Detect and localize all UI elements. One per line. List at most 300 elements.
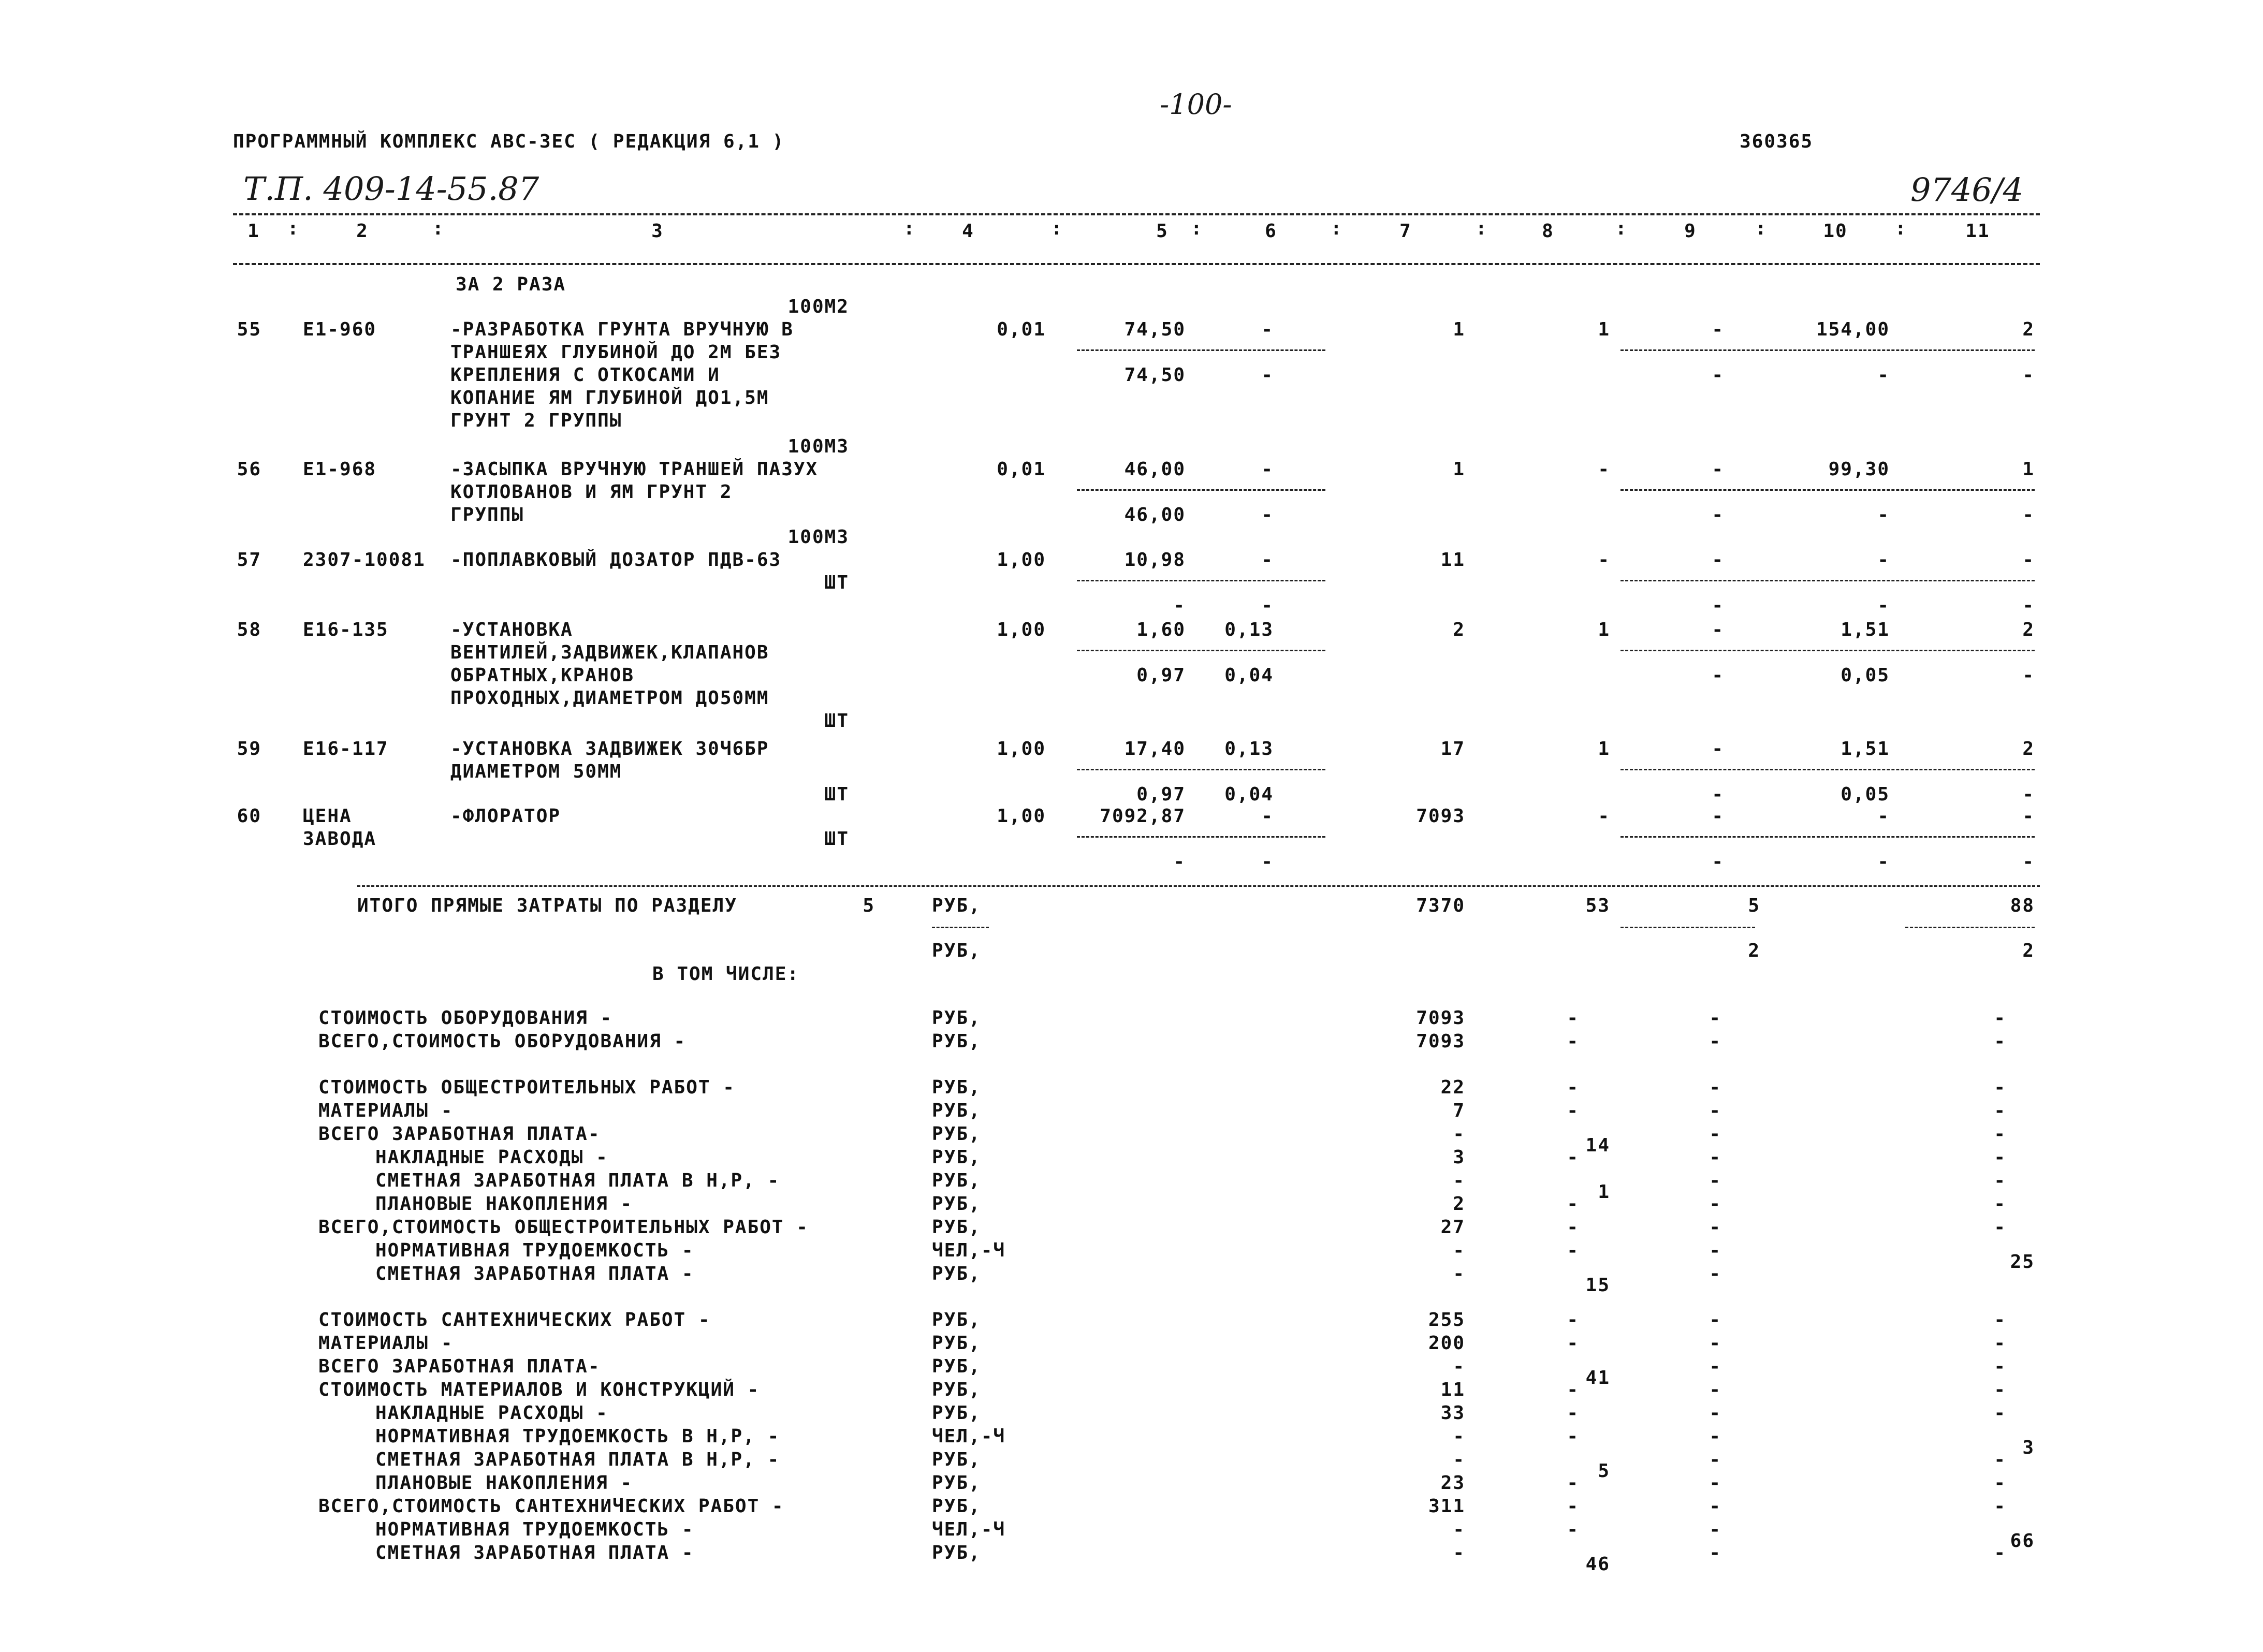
- row-col10-bottom: -: [1877, 364, 1890, 386]
- row-unit-above: 100М2: [787, 296, 849, 317]
- row-col6-bottom: -: [1261, 851, 1274, 872]
- row-col4: 1,00: [997, 619, 1046, 640]
- itogo-col11-divider: [1905, 927, 2035, 928]
- row-description-line: КРЕПЛЕНИЯ С ОТКОСАМИ И: [450, 364, 720, 386]
- summary-col11: -: [1994, 1031, 2006, 1052]
- row-col10-top: 1,51: [1841, 619, 1890, 640]
- summary-label: НАКЛАДНЫЕ РАСХОДЫ -: [375, 1147, 608, 1168]
- summary-col8: -: [1567, 1031, 1579, 1052]
- row-col6-bottom: 0,04: [1224, 784, 1274, 805]
- summary-label: СТОИМОСТЬ ОБЩЕСТРОИТЕЛЬНЫХ РАБОТ -: [318, 1077, 735, 1098]
- summary-col9: -: [1709, 1356, 1721, 1377]
- row-col9-bottom: -: [1712, 665, 1724, 686]
- totals-top-rule: [357, 885, 2040, 887]
- summary-col8: -: [1567, 1193, 1579, 1215]
- summary-unit: РУБ,: [932, 1123, 981, 1145]
- summary-col9: -: [1709, 1379, 1721, 1400]
- summary-col9: -: [1709, 1193, 1721, 1215]
- row-col9-bottom: -: [1712, 364, 1724, 386]
- summary-unit: РУБ,: [932, 1007, 981, 1029]
- summary-unit: РУБ,: [932, 1356, 981, 1377]
- summary-label: СТОИМОСТЬ ОБОРУДОВАНИЯ -: [318, 1007, 613, 1029]
- itogo-section: 5: [863, 895, 875, 916]
- row-col9-top: -: [1712, 806, 1724, 827]
- sheet-number-handwritten: 9746/4: [1910, 171, 2024, 209]
- summary-unit: РУБ,: [932, 1193, 981, 1215]
- row-col5-6-divider: [1077, 650, 1325, 651]
- itogo-col9-top: 5: [1748, 895, 1760, 916]
- row-col9-bottom: -: [1712, 784, 1724, 805]
- row-number: 59: [237, 738, 261, 759]
- row-unit-above: 100М3: [787, 436, 849, 457]
- row-col9-11-divider: [1620, 769, 2035, 770]
- row-col11-bottom: -: [2022, 595, 2035, 616]
- summary-col9: -: [1709, 1542, 1721, 1563]
- row-col6-bottom: -: [1261, 504, 1274, 525]
- summary-label: СМЕТНАЯ ЗАРАБОТНАЯ ПЛАТА -: [375, 1263, 694, 1284]
- summary-col11: -: [1994, 1379, 2006, 1400]
- summary-col9: -: [1709, 1077, 1721, 1098]
- row-col5-top: 7092,87: [1100, 806, 1186, 827]
- summary-label: ВСЕГО,СТОИМОСТЬ ОБОРУДОВАНИЯ -: [318, 1031, 687, 1052]
- summary-col11: -: [1994, 1007, 2006, 1029]
- summary-unit: РУБ,: [932, 1031, 981, 1052]
- summary-col7: 3: [1453, 1147, 1465, 1168]
- summary-col9: -: [1709, 1472, 1721, 1494]
- summary-col8: -: [1567, 1402, 1579, 1424]
- summary-col9: -: [1709, 1007, 1721, 1029]
- row-col7: 1: [1453, 459, 1465, 480]
- summary-col8-offset: 14: [1585, 1135, 1610, 1156]
- summary-col9: -: [1709, 1496, 1721, 1517]
- row-description-line: ВЕНТИЛЕЙ,ЗАДВИЖЕК,КЛАПАНОВ: [450, 642, 769, 663]
- row-description-line: -ЗАСЫПКА ВРУЧНУЮ ТРАНШЕЙ ПАЗУХ: [450, 459, 819, 480]
- summary-col11: -: [1994, 1496, 2006, 1517]
- row-col10-bottom: -: [1877, 851, 1890, 872]
- row-col11-bottom: -: [2022, 784, 2035, 805]
- summary-unit: РУБ,: [932, 1147, 981, 1168]
- summary-col11-offset: 25: [2010, 1251, 2035, 1273]
- column-separator: :: [1331, 218, 1342, 239]
- summary-label: НАКЛАДНЫЕ РАСХОДЫ -: [375, 1402, 608, 1424]
- summary-col11-offset: 66: [2010, 1530, 2035, 1552]
- summary-label: ВСЕГО,СТОИМОСТЬ САНТЕХНИЧЕСКИХ РАБОТ -: [318, 1496, 784, 1517]
- column-separator: :: [1895, 218, 1906, 239]
- summary-col9: -: [1709, 1263, 1721, 1284]
- summary-col8-offset: 46: [1585, 1554, 1610, 1575]
- row-description-line: ТРАНШЕЯХ ГЛУБИНОЙ ДО 2М БЕЗ: [450, 342, 782, 363]
- row-description-line: ДИАМЕТРОМ 50ММ: [450, 761, 622, 782]
- row-col9-top: -: [1712, 459, 1724, 480]
- summary-label: СТОИМОСТЬ МАТЕРИАЛОВ И КОНСТРУКЦИЙ -: [318, 1379, 760, 1400]
- summary-col8: -: [1567, 1309, 1579, 1331]
- row-code: Е16-117: [303, 738, 389, 759]
- row-code: Е16-135: [303, 619, 389, 640]
- row-col11-bottom: -: [2022, 364, 2035, 386]
- row-col8: 1: [1598, 738, 1610, 759]
- row-description-line: КОТЛОВАНОВ И ЯМ ГРУНТ 2: [450, 481, 733, 503]
- itogo-col7: 7370: [1416, 895, 1465, 916]
- row-unit-below: ШТ: [824, 572, 849, 593]
- row-col5-top: 17,40: [1124, 738, 1186, 759]
- summary-unit: РУБ,: [932, 1449, 981, 1470]
- summary-label: СМЕТНАЯ ЗАРАБОТНАЯ ПЛАТА -: [375, 1542, 694, 1563]
- column-header-6: 6: [1265, 221, 1277, 242]
- itogo-col11-top: 88: [2010, 895, 2035, 916]
- column-header-5: 5: [1156, 221, 1169, 242]
- program-header: ПРОГРАММНЫЙ КОМПЛЕКС АВС-3ЕС ( РЕДАКЦИЯ 6,1 ): [233, 131, 785, 152]
- summary-col8: -: [1567, 1077, 1579, 1098]
- row-col9-bottom: -: [1712, 851, 1724, 872]
- summary-col7: 311: [1428, 1496, 1465, 1517]
- row-col8: 1: [1598, 319, 1610, 340]
- summary-col7: 200: [1428, 1333, 1465, 1354]
- summary-col11: -: [1994, 1100, 2006, 1121]
- summary-col11: -: [1994, 1170, 2006, 1191]
- summary-col11-offset: 3: [2022, 1437, 2035, 1458]
- summary-col7: 7093: [1416, 1007, 1465, 1029]
- header-bottom-rule: [233, 263, 2040, 265]
- summary-col7: -: [1453, 1240, 1465, 1261]
- summary-col11: -: [1994, 1449, 2006, 1470]
- summary-unit: РУБ,: [932, 1402, 981, 1424]
- row-code: ЦЕНА: [303, 806, 352, 827]
- summary-col7: -: [1453, 1426, 1465, 1447]
- summary-col11: -: [1994, 1077, 2006, 1098]
- row-col10-top: -: [1877, 549, 1890, 571]
- summary-col9: -: [1709, 1402, 1721, 1424]
- summary-col8: -: [1567, 1426, 1579, 1447]
- row-description-line: ГРУППЫ: [450, 504, 524, 525]
- row-description-line: ГРУНТ 2 ГРУППЫ: [450, 410, 622, 431]
- summary-label: ВСЕГО,СТОИМОСТЬ ОБЩЕСТРОИТЕЛЬНЫХ РАБОТ -: [318, 1217, 809, 1238]
- row-col9-11-divider: [1620, 836, 2035, 838]
- column-header-1: 1: [247, 221, 260, 242]
- row-col5-top: 10,98: [1124, 549, 1186, 571]
- row-col10-bottom: -: [1877, 504, 1890, 525]
- row-code: Е1-968: [303, 459, 377, 480]
- summary-col8: -: [1567, 1240, 1579, 1261]
- row-col10-top: -: [1877, 806, 1890, 827]
- row-col11-top: 2: [2022, 619, 2035, 640]
- summary-col11: -: [1994, 1542, 2006, 1563]
- summary-col8: -: [1567, 1519, 1579, 1540]
- row-col11-top: -: [2022, 806, 2035, 827]
- summary-label: ПЛАНОВЫЕ НАКОПЛЕНИЯ -: [375, 1193, 633, 1215]
- summary-col8: -: [1567, 1379, 1579, 1400]
- summary-col8: -: [1567, 1496, 1579, 1517]
- row-col9-bottom: -: [1712, 504, 1724, 525]
- row-col8: -: [1598, 549, 1610, 571]
- summary-unit: РУБ,: [932, 1542, 981, 1563]
- row-col8: 1: [1598, 619, 1610, 640]
- row-unit-below: ШТ: [824, 828, 849, 850]
- summary-col9: -: [1709, 1123, 1721, 1145]
- summary-label: МАТЕРИАЛЫ -: [318, 1333, 454, 1354]
- row-col4: 1,00: [997, 738, 1046, 759]
- summary-col9: -: [1709, 1147, 1721, 1168]
- row-description-line: КОПАНИЕ ЯМ ГЛУБИНОЙ ДО1,5М: [450, 387, 769, 408]
- row-number: 56: [237, 459, 261, 480]
- summary-unit: РУБ,: [932, 1472, 981, 1494]
- column-header-3: 3: [651, 221, 664, 242]
- summary-unit: РУБ,: [932, 1263, 981, 1284]
- header-top-rule: [233, 213, 2040, 215]
- column-header-2: 2: [356, 221, 369, 242]
- row-col9-bottom: -: [1712, 595, 1724, 616]
- row-col11-bottom: -: [2022, 851, 2035, 872]
- row-col9-top: -: [1712, 619, 1724, 640]
- summary-col8: -: [1567, 1333, 1579, 1354]
- row-col7: 7093: [1416, 806, 1465, 827]
- row-col6-bottom: -: [1261, 364, 1274, 386]
- summary-label: СМЕТНАЯ ЗАРАБОТНАЯ ПЛАТА В Н,Р, -: [375, 1170, 780, 1191]
- summary-col8: -: [1567, 1472, 1579, 1494]
- row-col4: 0,01: [997, 459, 1046, 480]
- summary-col8: -: [1567, 1147, 1579, 1168]
- row-col9-11-divider: [1620, 489, 2035, 491]
- row-col8: -: [1598, 806, 1610, 827]
- summary-col8: -: [1567, 1100, 1579, 1121]
- summary-col11: -: [1994, 1356, 2006, 1377]
- summary-col7: 7093: [1416, 1031, 1465, 1052]
- summary-col7: -: [1453, 1519, 1465, 1540]
- summary-unit: ЧЕЛ,-Ч: [932, 1519, 1006, 1540]
- row-unit-below: ШТ: [824, 710, 849, 732]
- row-description-line: -РАЗРАБОТКА ГРУНТА ВРУЧНУЮ В: [450, 319, 794, 340]
- row-number: 57: [237, 549, 261, 571]
- row-col9-top: -: [1712, 549, 1724, 571]
- summary-col9: -: [1709, 1449, 1721, 1470]
- summary-col7: 27: [1440, 1217, 1465, 1238]
- itogo-col11-bottom: 2: [2022, 940, 2035, 961]
- summary-label: СТОИМОСТЬ САНТЕХНИЧЕСКИХ РАБОТ -: [318, 1309, 711, 1331]
- column-header-11: 11: [1965, 221, 1990, 242]
- row-col8: -: [1598, 459, 1610, 480]
- summary-col9: -: [1709, 1519, 1721, 1540]
- page-number: -100-: [1160, 88, 1232, 121]
- column-header-10: 10: [1823, 221, 1848, 242]
- v-tom-chisle: В ТОМ ЧИСЛЕ:: [652, 963, 800, 985]
- summary-col7: 11: [1440, 1379, 1465, 1400]
- row-col6-bottom: 0,04: [1224, 665, 1274, 686]
- row-col6-top: -: [1261, 319, 1274, 340]
- summary-col8-offset: 5: [1598, 1460, 1610, 1482]
- itogo-unit-divider: [932, 927, 989, 928]
- row-col7: 1: [1453, 319, 1465, 340]
- summary-col7: 23: [1440, 1472, 1465, 1494]
- row-col6-top: 0,13: [1224, 619, 1274, 640]
- summary-col7: -: [1453, 1263, 1465, 1284]
- pre-row-text: ЗА 2 РАЗА: [456, 274, 566, 295]
- row-col4: 1,00: [997, 806, 1046, 827]
- column-separator: :: [1191, 218, 1202, 239]
- summary-label: ВСЕГО ЗАРАБОТНАЯ ПЛАТА-: [318, 1356, 601, 1377]
- summary-label: НОРМАТИВНАЯ ТРУДОЕМКОСТЬ В Н,Р, -: [375, 1426, 780, 1447]
- row-description-line: ОБРАТНЫХ,КРАНОВ: [450, 665, 635, 686]
- row-col10-bottom: 0,05: [1841, 665, 1890, 686]
- summary-unit: РУБ,: [932, 1379, 981, 1400]
- summary-col11: -: [1994, 1147, 2006, 1168]
- column-header-4: 4: [962, 221, 974, 242]
- column-separator: :: [432, 218, 444, 239]
- row-col7: 2: [1453, 619, 1465, 640]
- row-col9-11-divider: [1620, 349, 2035, 351]
- row-code-line2: ЗАВОДА: [303, 828, 377, 850]
- row-col9-top: -: [1712, 319, 1724, 340]
- summary-col7: -: [1453, 1356, 1465, 1377]
- summary-label: НОРМАТИВНАЯ ТРУДОЕМКОСТЬ -: [375, 1240, 694, 1261]
- summary-col8: -: [1567, 1217, 1579, 1238]
- row-code: Е1-960: [303, 319, 377, 340]
- row-description-line: -УСТАНОВКА: [450, 619, 573, 640]
- summary-unit: РУБ,: [932, 1309, 981, 1331]
- itogo-col9-divider: [1620, 927, 1755, 928]
- row-col5-bottom: -: [1173, 595, 1186, 616]
- row-unit-above: 100М3: [787, 527, 849, 548]
- summary-col11: -: [1994, 1333, 2006, 1354]
- row-col5-top: 1,60: [1136, 619, 1186, 640]
- row-col10-top: 1,51: [1841, 738, 1890, 759]
- summary-unit: РУБ,: [932, 1077, 981, 1098]
- summary-col9: -: [1709, 1240, 1721, 1261]
- column-separator: :: [1051, 218, 1062, 239]
- row-col10-bottom: -: [1877, 595, 1890, 616]
- row-col11-top: -: [2022, 549, 2035, 571]
- row-col5-bottom: 0,97: [1136, 665, 1186, 686]
- row-col11-top: 2: [2022, 738, 2035, 759]
- summary-col9: -: [1709, 1333, 1721, 1354]
- row-col10-top: 99,30: [1828, 459, 1890, 480]
- summary-col8-offset: 1: [1598, 1181, 1610, 1203]
- row-col10-top: 154,00: [1816, 319, 1890, 340]
- row-col5-bottom: 46,00: [1124, 504, 1186, 525]
- document-code: 360365: [1740, 131, 1814, 152]
- summary-col7: 22: [1440, 1077, 1465, 1098]
- summary-col11: -: [1994, 1123, 2006, 1145]
- summary-col7: 7: [1453, 1100, 1465, 1121]
- summary-col11: -: [1994, 1217, 2006, 1238]
- row-description-line: ПРОХОДНЫХ,ДИАМЕТРОМ ДО50ММ: [450, 688, 769, 709]
- summary-col8-offset: 15: [1585, 1275, 1610, 1296]
- itogo-unit-1: РУБ,: [932, 895, 981, 916]
- row-col6-top: -: [1261, 549, 1274, 571]
- summary-unit: РУБ,: [932, 1170, 981, 1191]
- row-col5-6-divider: [1077, 349, 1325, 351]
- summary-unit: РУБ,: [932, 1217, 981, 1238]
- summary-col7: -: [1453, 1123, 1465, 1145]
- column-header-7: 7: [1399, 221, 1412, 242]
- project-number-handwritten: Т.П. 409-14-55.87: [243, 170, 539, 208]
- summary-col8-offset: 41: [1585, 1367, 1610, 1388]
- column-separator: :: [1476, 218, 1487, 239]
- row-code: 2307-10081: [303, 549, 426, 571]
- column-separator: :: [1755, 218, 1766, 239]
- row-number: 60: [237, 806, 261, 827]
- itogo-label: ИТОГО ПРЯМЫЕ ЗАТРАТЫ ПО РАЗДЕЛУ: [357, 895, 737, 916]
- summary-col9: -: [1709, 1031, 1721, 1052]
- summary-col7: -: [1453, 1542, 1465, 1563]
- summary-col9: -: [1709, 1170, 1721, 1191]
- summary-unit: РУБ,: [932, 1496, 981, 1517]
- itogo-col8: 53: [1585, 895, 1610, 916]
- row-col7: 11: [1440, 549, 1465, 571]
- column-separator: :: [287, 218, 299, 239]
- row-description-line: -УСТАНОВКА ЗАДВИЖЕК 30Ч6БР: [450, 738, 769, 759]
- itogo-col9-bottom: 2: [1748, 940, 1760, 961]
- row-col10-bottom: 0,05: [1841, 784, 1890, 805]
- summary-label: ВСЕГО ЗАРАБОТНАЯ ПЛАТА-: [318, 1123, 601, 1145]
- row-col11-bottom: -: [2022, 665, 2035, 686]
- summary-label: НОРМАТИВНАЯ ТРУДОЕМКОСТЬ -: [375, 1519, 694, 1540]
- row-col5-6-divider: [1077, 836, 1325, 838]
- row-col5-bottom: 0,97: [1136, 784, 1186, 805]
- summary-col7: -: [1453, 1170, 1465, 1191]
- row-col5-bottom: 74,50: [1124, 364, 1186, 386]
- column-separator: :: [903, 218, 915, 239]
- row-col9-top: -: [1712, 738, 1724, 759]
- summary-col9: -: [1709, 1426, 1721, 1447]
- summary-col11: -: [1994, 1472, 2006, 1494]
- row-number: 58: [237, 619, 261, 640]
- row-col5-6-divider: [1077, 580, 1325, 581]
- row-col11-top: 2: [2022, 319, 2035, 340]
- row-unit-below: ШТ: [824, 784, 849, 805]
- summary-unit: РУБ,: [932, 1333, 981, 1354]
- row-col9-11-divider: [1620, 580, 2035, 581]
- row-col11-top: 1: [2022, 459, 2035, 480]
- summary-col8: -: [1567, 1007, 1579, 1029]
- row-col4: 1,00: [997, 549, 1046, 571]
- row-number: 55: [237, 319, 261, 340]
- column-header-9: 9: [1684, 221, 1697, 242]
- row-col6-top: 0,13: [1224, 738, 1274, 759]
- row-description-line: -ФЛОРАТОР: [450, 806, 561, 827]
- summary-col9: -: [1709, 1309, 1721, 1331]
- row-col5-bottom: -: [1173, 851, 1186, 872]
- row-col6-top: -: [1261, 806, 1274, 827]
- row-col5-top: 46,00: [1124, 459, 1186, 480]
- summary-label: МАТЕРИАЛЫ -: [318, 1100, 454, 1121]
- row-col5-6-divider: [1077, 489, 1325, 491]
- summary-col9: -: [1709, 1217, 1721, 1238]
- column-header-8: 8: [1542, 221, 1554, 242]
- column-separator: :: [1615, 218, 1627, 239]
- summary-col11: -: [1994, 1193, 2006, 1215]
- row-col4: 0,01: [997, 319, 1046, 340]
- summary-unit: ЧЕЛ,-Ч: [932, 1426, 1006, 1447]
- row-col6-bottom: -: [1261, 595, 1274, 616]
- summary-col7: 33: [1440, 1402, 1465, 1424]
- summary-label: СМЕТНАЯ ЗАРАБОТНАЯ ПЛАТА В Н,Р, -: [375, 1449, 780, 1470]
- row-description-line: -ПОПЛАВКОВЫЙ ДОЗАТОР ПДВ-63: [450, 549, 782, 571]
- row-col5-top: 74,50: [1124, 319, 1186, 340]
- row-col6-top: -: [1261, 459, 1274, 480]
- summary-label: ПЛАНОВЫЕ НАКОПЛЕНИЯ -: [375, 1472, 633, 1494]
- row-col11-bottom: -: [2022, 504, 2035, 525]
- summary-col9: -: [1709, 1100, 1721, 1121]
- summary-col7: -: [1453, 1449, 1465, 1470]
- summary-unit: ЧЕЛ,-Ч: [932, 1240, 1006, 1261]
- row-col9-11-divider: [1620, 650, 2035, 651]
- summary-col7: 2: [1453, 1193, 1465, 1215]
- summary-col11: -: [1994, 1309, 2006, 1331]
- row-col5-6-divider: [1077, 769, 1325, 770]
- summary-col7: 255: [1428, 1309, 1465, 1331]
- itogo-unit-2: РУБ,: [932, 940, 981, 961]
- summary-col11: -: [1994, 1402, 2006, 1424]
- row-col7: 17: [1440, 738, 1465, 759]
